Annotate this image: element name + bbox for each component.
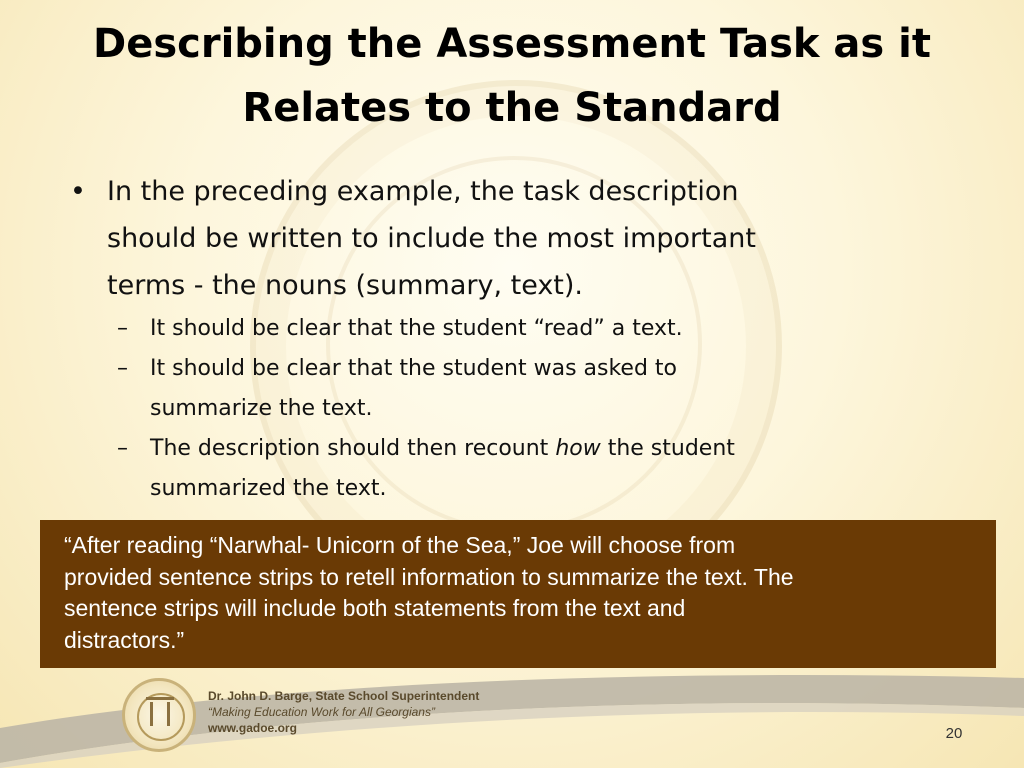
example-quote-text: [64, 530, 972, 656]
sub-bullet-1-text: It should be clear that the student “read” a text.: [150, 316, 683, 341]
footer-superintendent: Dr. John D. Barge, State School Superintendent: [208, 689, 480, 703]
dash-marker: –: [117, 356, 128, 381]
slide-body: [70, 168, 950, 509]
seal-pillars-icon: [150, 702, 170, 726]
main-bullet: [70, 168, 950, 309]
footer-website: www.gadoe.org: [208, 721, 297, 735]
bullet-line-3: terms - the nouns (summary, text).: [107, 270, 584, 301]
example-quote-box: [40, 520, 996, 668]
sub-bullet-3-pre: The description should then recount: [150, 436, 556, 461]
bullet-line-1: In the preceding example, the task description: [107, 176, 739, 207]
quote-line-1: “After reading “Narwhal- Unicorn of the Sea,” Joe will choose from: [64, 532, 736, 558]
slide-title: [40, 12, 984, 140]
sub-bullet-2-line-2: summarize the text.: [150, 396, 373, 421]
sub-bullet-3-emphasis: how: [555, 436, 601, 461]
dash-marker: –: [117, 316, 128, 341]
sub-bullet-3-line-2: summarized the text.: [150, 476, 387, 501]
sub-bullet-1: [70, 309, 950, 349]
sub-bullet-2: [70, 349, 950, 429]
sub-bullet-2-line-1: It should be clear that the student was asked to: [150, 356, 678, 381]
dash-marker: –: [117, 436, 128, 461]
footer-tagline: “Making Education Work for All Georgians”: [208, 705, 435, 719]
page-number: 20: [945, 725, 963, 742]
bullet-marker: •: [70, 176, 86, 207]
footer-info: [208, 688, 479, 736]
title-line-2: Relates to the Standard: [242, 85, 782, 131]
georgia-doe-seal-icon: [122, 678, 196, 752]
quote-line-3: sentence strips will include both statements from the text and: [64, 595, 686, 621]
bullet-line-2: should be written to include the most important: [107, 223, 756, 254]
sub-bullet-3-post: the student: [600, 436, 735, 461]
quote-line-2: provided sentence strips to retell information to summarize the text. The: [64, 563, 794, 590]
title-line-1: Describing the Assessment Task as it: [93, 21, 931, 67]
sub-bullet-3: [70, 429, 950, 509]
quote-line-4: distractors.”: [64, 626, 185, 653]
